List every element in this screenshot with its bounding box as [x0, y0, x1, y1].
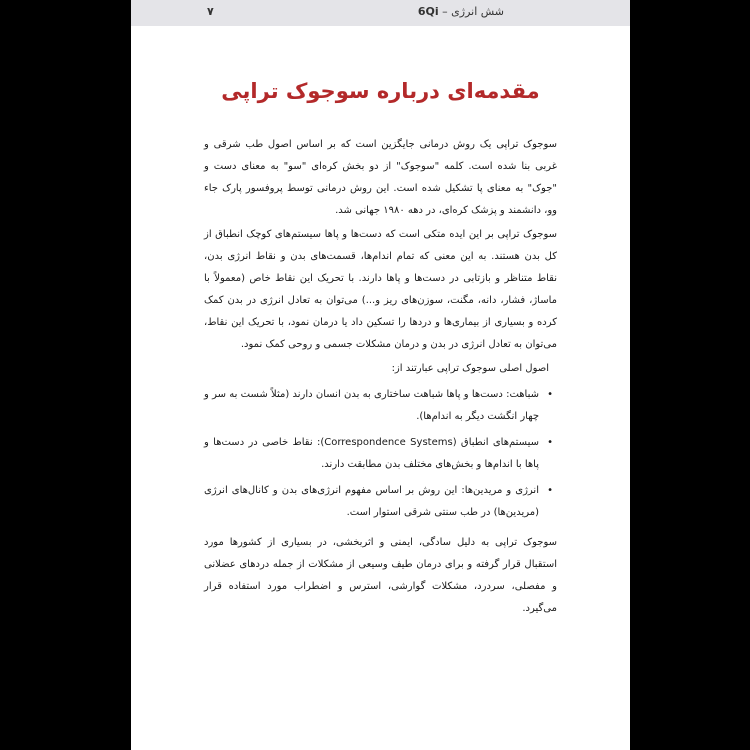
running-header-title: [418, 5, 504, 18]
principles-list: [204, 384, 557, 524]
book-page: [131, 0, 630, 750]
list-item-text: انرژی و مریدین‌ها: این روش بر اساس مفهوم انرژی‌های بدن و کانال‌های انرژی (مریدین‌ها) در طب سنتی شرقی استوار است.: [204, 485, 539, 518]
running-header: [131, 0, 630, 26]
left-black-margin: [0, 0, 131, 750]
bullet-icon: •: [547, 485, 553, 496]
principles-intro: اصول اصلی سوجوک تراپی عبارتند از:: [391, 363, 549, 374]
list-item: [204, 432, 553, 476]
list-item-text: سیستم‌های انطباق (Correspondence Systems): نقاط خاصی در دست‌ها و پاها با اندام‌ها و بخش‌های مختلف بدن مطابقت دارند.: [204, 437, 539, 470]
header-separator: –: [442, 5, 448, 18]
list-item: [204, 480, 553, 524]
chapter-body: [204, 134, 557, 622]
right-black-margin: [630, 0, 750, 750]
closing-paragraph: سوجوک تراپی به دلیل سادگی، ایمنی و اثربخشی، در بسیاری از کشورها مورد استقبال قرار گرفته و برای درمان طیف وسیعی از مشکلات از جمله دردهای عضلانی و مفصلی، سردرد، مشکلات گوارشی، استرس و اضطراب مورد استفاده قرار می‌گیرد.: [204, 537, 557, 614]
bullet-icon: •: [547, 437, 553, 448]
list-item-text: شباهت: دست‌ها و پاها شباهت ساختاری به بدن انسان دارند (مثلاً شست به سر و چهار انگشت دیگر به اندام‌ها).: [204, 389, 539, 422]
list-item: [204, 384, 553, 428]
paragraph: سوجوک تراپی بر این ایده متکی است که دست‌ها و پاها سیستم‌های کوچک انطباق از کل بدن هستند. به این معنی که تمام اندام‌ها، قسمت‌های بدن و نقاط انرژی بدن، نقاط متناظر و بازتابی در دست‌ها و پاها دارند. با تحریک این نقاط خاص (معمولاً با ماساژ، فشار، دانه، مگنت، سوزن‌های ریز و...) می‌توان به تعادل انرژی در بدن کمک کرده و بسیاری از بیماری‌ها و دردها را تسکین داد یا درمان نمود، با تحریک این نقاط، می‌توان به تعادل انرژی در بدن و درمان مشکلات جسمی و روحی کمک نمود.: [204, 229, 557, 350]
book-title: شش انرژی: [451, 5, 504, 18]
bullet-icon: •: [547, 389, 553, 400]
page-number: ۷: [207, 5, 214, 18]
paragraph: سوجوک تراپی یک روش درمانی جایگزین است که بر اساس اصول طب شرقی و غربی بنا شده است. کلمه "سوجوک" از دو بخش کره‌ای "سو" به معنای دست و "جوک" به معنای پا تشکیل شده است. این روش درمانی توسط پروفسور پارک جاء وو، دانشمند و پزشک کره‌ای، در دهه ۱۹۸۰ جهانی شد.: [204, 139, 557, 216]
brand-name: 6Qi: [417, 5, 439, 18]
chapter-title: مقدمه‌ای درباره سوجوک تراپی: [221, 79, 540, 103]
